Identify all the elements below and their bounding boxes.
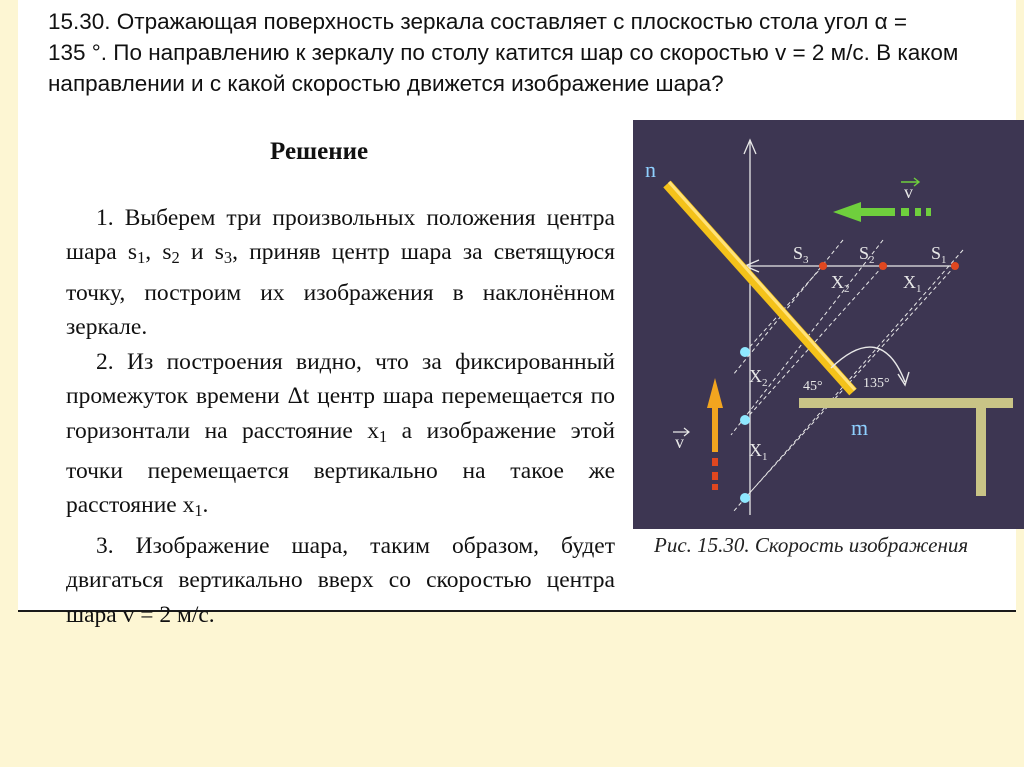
mirror-highlight (669, 182, 855, 390)
label-v-side: v (675, 432, 684, 452)
label-x1-side: $X_1$ (749, 440, 768, 463)
table-top (799, 398, 1013, 408)
label-v-top: v (904, 182, 913, 202)
problem-statement (48, 6, 1024, 99)
image-point-2 (740, 415, 750, 425)
figure-panel (633, 120, 1024, 529)
solution-text (66, 201, 615, 632)
point-s3 (819, 262, 827, 270)
mirror-diagram (633, 120, 1024, 529)
point-s1 (951, 262, 959, 270)
content-card (18, 0, 1016, 628)
label-x2-top: $X_2$ (831, 272, 850, 295)
label-m: m (851, 415, 869, 440)
label-n: n (645, 157, 656, 182)
label-s1: $S_1$ (931, 243, 947, 266)
label-angle-135: 135° (863, 376, 890, 391)
image-point-1 (740, 347, 750, 357)
label-x1-top: $X_1$ (903, 272, 922, 295)
problem-line-1: 15.30. Отражающая поверхность зеркала составляет с плоскостью стола угол α = (48, 9, 907, 34)
problem-line-2: 135 °. По направлению к зеркалу по столу катится шар со скоростью v = 2 м/с. В каком (48, 40, 959, 65)
ball-velocity-arrow (833, 202, 931, 222)
problem-line-3: направлении и с какой скоростью движется изображение шара? (48, 71, 724, 96)
label-x2-side: $X_2$ (749, 366, 768, 389)
mirror (667, 184, 853, 392)
figure-caption: Рис. 15.30. Скорость изображения (654, 533, 969, 557)
solution-title: Решение (270, 138, 369, 165)
label-angle-45: 45° (803, 379, 823, 394)
solution-step-1: 1. Выберем три произвольных положения центра шара $s_1$, $s_2$ и $s_3$, приняв центр шара за светящуюся точку, построим их изображения в наклонённом зеркале. (66, 205, 615, 341)
image-velocity-arrow (707, 378, 723, 490)
label-s3: $S_3$ (793, 243, 809, 266)
point-s2 (879, 262, 887, 270)
solution-step-2: 2. Из построения видно, что за фиксированный промежуток времени Δt центр шара перемещается по горизонтали на расстояние $x_1$ а изображение этой точки перемещается вертикально на такое же расстояние $x_1$. (66, 348, 615, 521)
table-leg (976, 408, 986, 496)
construction-lines (731, 240, 963, 512)
image-point-3 (740, 493, 750, 503)
solution-step-3: 3. Изображение шара, таким образом, будет двигаться вертикально вверх со скоростью центра шара v = 2 м/с. (66, 532, 615, 628)
label-s2: $S_2$ (859, 243, 875, 266)
